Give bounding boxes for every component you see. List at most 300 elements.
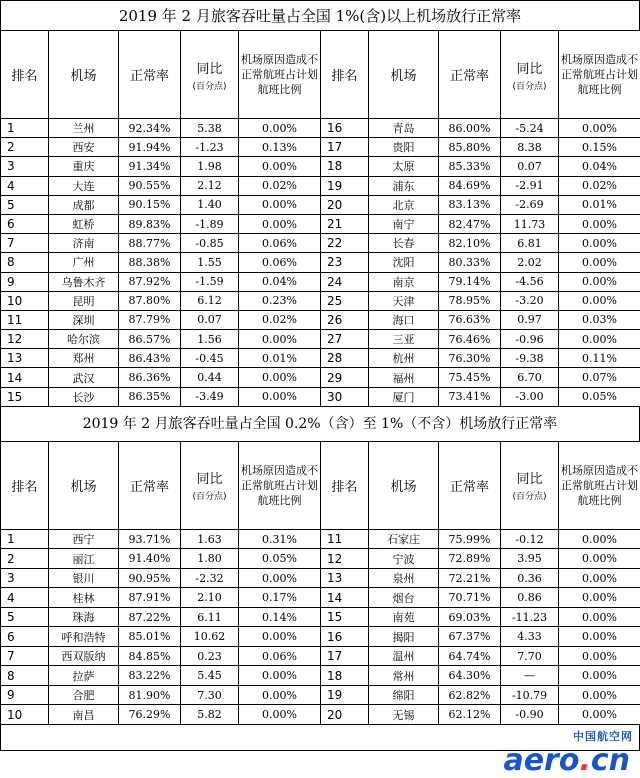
rate-header: 正常率: [439, 441, 501, 529]
left-rate-cell: 91.94%: [119, 138, 181, 157]
right-ratio-cell: 0.11%: [559, 349, 640, 368]
table-row: [1, 310, 640, 329]
left-rate-cell: 93.71%: [119, 529, 181, 549]
left-yoy-cell: 6.11: [181, 607, 239, 627]
right-rank-cell: 23: [321, 253, 369, 272]
left-rank-cell: 3: [1, 568, 49, 588]
yoy-label: 同比: [516, 62, 542, 77]
left-rate-cell: 81.90%: [119, 685, 181, 705]
right-ratio-cell: 0.01%: [559, 195, 640, 214]
right-airport-cell: 青岛: [369, 119, 439, 138]
left-rate-cell: 86.57%: [119, 330, 181, 349]
right-ratio-cell: 0.00%: [559, 607, 640, 627]
right-yoy-cell: -4.56: [501, 272, 559, 291]
table2-body: [1, 529, 640, 724]
left-rate-cell: 89.83%: [119, 214, 181, 233]
right-yoy-cell: 4.33: [501, 627, 559, 647]
right-rate-cell: 84.69%: [439, 176, 501, 195]
right-rate-cell: 62.12%: [439, 705, 501, 725]
left-rank-cell: 10: [1, 705, 49, 725]
left-rate-cell: 86.35%: [119, 387, 181, 406]
right-rank-cell: 16: [321, 119, 369, 138]
table-row: [1, 138, 640, 157]
right-yoy-cell: 7.70: [501, 646, 559, 666]
right-airport-cell: 烟台: [369, 588, 439, 608]
left-rank-cell: 5: [1, 195, 49, 214]
right-yoy-cell: -0.12: [501, 529, 559, 549]
aero-cn-logo: [503, 747, 630, 775]
right-yoy-cell: -3.00: [501, 387, 559, 406]
left-ratio-cell: 0.17%: [239, 588, 321, 608]
right-rank-cell: 29: [321, 368, 369, 387]
right-yoy-cell: 2.02: [501, 253, 559, 272]
right-ratio-cell: 0.00%: [559, 685, 640, 705]
table1-header-row: [1, 31, 640, 119]
right-yoy-cell: 0.07: [501, 157, 559, 176]
left-yoy-cell: -1.23: [181, 138, 239, 157]
left-rank-cell: 8: [1, 666, 49, 686]
table-row: [1, 646, 640, 666]
table-row: [1, 705, 640, 725]
right-rate-cell: 76.30%: [439, 349, 501, 368]
rate-header: 正常率: [439, 31, 501, 119]
right-ratio-cell: 0.00%: [559, 549, 640, 569]
left-yoy-cell: 1.98: [181, 157, 239, 176]
right-rate-cell: 69.03%: [439, 607, 501, 627]
table-row: [1, 195, 640, 214]
left-rank-cell: 1: [1, 529, 49, 549]
right-rate-cell: 70.71%: [439, 588, 501, 608]
left-rate-cell: 88.77%: [119, 234, 181, 253]
airport-header: 机场: [369, 31, 439, 119]
table-row: [1, 685, 640, 705]
left-rank-cell: 5: [1, 607, 49, 627]
left-ratio-cell: 0.00%: [239, 119, 321, 138]
watermark-cn-text: 中国航空网: [573, 728, 633, 744]
right-ratio-cell: 0.00%: [559, 234, 640, 253]
rate-header: 正常率: [119, 441, 181, 529]
rank-header: 排名: [1, 441, 49, 529]
right-ratio-cell: 0.00%: [559, 627, 640, 647]
left-rank-cell: 8: [1, 253, 49, 272]
left-airport-cell: 南昌: [49, 705, 119, 725]
left-airport-cell: 桂林: [49, 588, 119, 608]
airport-header: 机场: [49, 441, 119, 529]
left-ratio-cell: 0.02%: [239, 176, 321, 195]
right-yoy-cell: —: [501, 666, 559, 686]
left-yoy-cell: 0.23: [181, 646, 239, 666]
left-airport-cell: 哈尔滨: [49, 330, 119, 349]
left-ratio-cell: 0.01%: [239, 349, 321, 368]
right-rank-cell: 18: [321, 666, 369, 686]
right-airport-cell: 南宁: [369, 214, 439, 233]
right-airport-cell: 北京: [369, 195, 439, 214]
watermark-en-text: [503, 747, 630, 775]
left-airport-cell: 广州: [49, 253, 119, 272]
table1-title: 2019 年 2 月旅客吞吐量占全国 1%(含)以上机场放行正常率: [0, 0, 640, 30]
left-yoy-cell: 1.80: [181, 549, 239, 569]
left-airport-cell: 长沙: [49, 387, 119, 406]
right-yoy-cell: 6.81: [501, 234, 559, 253]
airport-header: 机场: [49, 31, 119, 119]
right-airport-cell: 太原: [369, 157, 439, 176]
left-yoy-cell: -1.89: [181, 214, 239, 233]
table-row: [1, 627, 640, 647]
table-row: [1, 234, 640, 253]
right-rank-cell: 14: [321, 588, 369, 608]
table-row: [1, 253, 640, 272]
left-airport-cell: 西安: [49, 138, 119, 157]
right-rank-cell: 28: [321, 349, 369, 368]
right-airport-cell: 宁波: [369, 549, 439, 569]
table-row: [1, 330, 640, 349]
right-yoy-cell: 0.86: [501, 588, 559, 608]
right-rate-cell: 78.95%: [439, 291, 501, 310]
left-rank-cell: 7: [1, 646, 49, 666]
left-airport-cell: 乌鲁木齐: [49, 272, 119, 291]
table-footer-blank: [0, 725, 640, 751]
table-row: [1, 607, 640, 627]
right-yoy-cell: -2.91: [501, 176, 559, 195]
left-yoy-cell: -1.59: [181, 272, 239, 291]
left-airport-cell: 合肥: [49, 685, 119, 705]
left-ratio-cell: 0.06%: [239, 234, 321, 253]
left-airport-cell: 拉萨: [49, 666, 119, 686]
right-rank-cell: 24: [321, 272, 369, 291]
right-airport-cell: 杭州: [369, 349, 439, 368]
right-ratio-cell: 0.00%: [559, 705, 640, 725]
left-airport-cell: 兰州: [49, 119, 119, 138]
right-rank-cell: 19: [321, 176, 369, 195]
right-yoy-cell: -9.38: [501, 349, 559, 368]
right-rate-cell: 76.63%: [439, 310, 501, 329]
left-airport-cell: 重庆: [49, 157, 119, 176]
right-ratio-cell: 0.00%: [559, 253, 640, 272]
right-yoy-cell: 6.70: [501, 368, 559, 387]
right-airport-cell: 石家庄: [369, 529, 439, 549]
right-airport-cell: 南苑: [369, 607, 439, 627]
left-rate-cell: 91.40%: [119, 549, 181, 569]
table1: [0, 30, 640, 407]
right-rate-cell: 73.41%: [439, 387, 501, 406]
left-yoy-cell: -2.32: [181, 568, 239, 588]
yoy-header: [181, 441, 239, 529]
left-ratio-cell: 0.04%: [239, 272, 321, 291]
left-airport-cell: 珠海: [49, 607, 119, 627]
left-rate-cell: 92.34%: [119, 119, 181, 138]
table-row: [1, 666, 640, 686]
right-airport-cell: 泉州: [369, 568, 439, 588]
left-yoy-cell: 10.62: [181, 627, 239, 647]
left-airport-cell: 呼和浩特: [49, 627, 119, 647]
ratio-header: 机场原因造成不正常航班占计划航班比例: [559, 31, 640, 119]
left-airport-cell: 深圳: [49, 310, 119, 329]
right-airport-cell: 南京: [369, 272, 439, 291]
right-yoy-cell: 0.97: [501, 310, 559, 329]
table2-title: 2019 年 2 月旅客吞吐量占全国 0.2%（含）至 1%（不含）机场放行正常率: [0, 407, 640, 441]
right-rank-cell: 21: [321, 214, 369, 233]
left-yoy-cell: 6.12: [181, 291, 239, 310]
rank-header: 排名: [321, 441, 369, 529]
table-row: [1, 387, 640, 406]
right-ratio-cell: 0.00%: [559, 330, 640, 349]
table-row: [1, 272, 640, 291]
right-airport-cell: 温州: [369, 646, 439, 666]
right-yoy-cell: -5.24: [501, 119, 559, 138]
right-rate-cell: 64.74%: [439, 646, 501, 666]
table-row: [1, 568, 640, 588]
right-rate-cell: 72.89%: [439, 549, 501, 569]
left-rate-cell: 84.85%: [119, 646, 181, 666]
left-ratio-cell: 0.05%: [239, 549, 321, 569]
left-airport-cell: 虹桥: [49, 214, 119, 233]
right-yoy-cell: -0.96: [501, 330, 559, 349]
yoy-label: 同比: [196, 62, 222, 77]
right-yoy-cell: -2.69: [501, 195, 559, 214]
left-airport-cell: 大连: [49, 176, 119, 195]
left-yoy-cell: 7.30: [181, 685, 239, 705]
left-rate-cell: 76.29%: [119, 705, 181, 725]
left-yoy-cell: -0.45: [181, 349, 239, 368]
rank-header: 排名: [321, 31, 369, 119]
left-ratio-cell: 0.00%: [239, 568, 321, 588]
table-row: [1, 588, 640, 608]
right-rank-cell: 27: [321, 330, 369, 349]
left-rank-cell: 7: [1, 234, 49, 253]
right-rank-cell: 18: [321, 157, 369, 176]
right-rank-cell: 20: [321, 705, 369, 725]
left-yoy-cell: 2.12: [181, 176, 239, 195]
right-rate-cell: 83.13%: [439, 195, 501, 214]
right-rank-cell: 25: [321, 291, 369, 310]
watermark-en-dot: .: [579, 743, 590, 778]
ratio-header: 机场原因造成不正常航班占计划航班比例: [559, 441, 640, 529]
left-rate-cell: 87.91%: [119, 588, 181, 608]
rate-header: 正常率: [119, 31, 181, 119]
left-rate-cell: 85.01%: [119, 627, 181, 647]
right-airport-cell: 沈阳: [369, 253, 439, 272]
table-row: [1, 176, 640, 195]
table-row: [1, 291, 640, 310]
left-airport-cell: 西双版纳: [49, 646, 119, 666]
table2: [0, 441, 640, 725]
right-ratio-cell: 0.00%: [559, 119, 640, 138]
right-ratio-cell: 0.00%: [559, 646, 640, 666]
left-ratio-cell: 0.00%: [239, 330, 321, 349]
left-rate-cell: 86.36%: [119, 368, 181, 387]
right-airport-cell: 贵阳: [369, 138, 439, 157]
ratio-header: 机场原因造成不正常航班占计划航班比例: [239, 31, 321, 119]
table-row: [1, 119, 640, 138]
left-rank-cell: 9: [1, 272, 49, 291]
left-airport-cell: 丽江: [49, 549, 119, 569]
left-rank-cell: 1: [1, 119, 49, 138]
right-airport-cell: 无锡: [369, 705, 439, 725]
left-rate-cell: 90.15%: [119, 195, 181, 214]
left-yoy-cell: 5.45: [181, 666, 239, 686]
left-ratio-cell: 0.02%: [239, 310, 321, 329]
right-rank-cell: 22: [321, 234, 369, 253]
left-rank-cell: 9: [1, 685, 49, 705]
watermark-en-right: cn: [591, 743, 630, 778]
left-rank-cell: 4: [1, 588, 49, 608]
yoy-unit: (百分点): [501, 79, 558, 92]
right-rate-cell: 85.80%: [439, 138, 501, 157]
right-yoy-cell: -11.23: [501, 607, 559, 627]
yoy-label: 同比: [516, 472, 542, 487]
right-ratio-cell: 0.00%: [559, 568, 640, 588]
left-ratio-cell: 0.00%: [239, 666, 321, 686]
left-airport-cell: 银川: [49, 568, 119, 588]
right-rank-cell: 12: [321, 549, 369, 569]
left-yoy-cell: -0.85: [181, 234, 239, 253]
right-rate-cell: 76.46%: [439, 330, 501, 349]
aero-cn-watermark-logo: [573, 728, 633, 744]
right-airport-cell: 绵阳: [369, 685, 439, 705]
table-row: [1, 529, 640, 549]
right-rate-cell: 82.10%: [439, 234, 501, 253]
left-rate-cell: 87.92%: [119, 272, 181, 291]
right-airport-cell: 厦门: [369, 387, 439, 406]
left-ratio-cell: 0.06%: [239, 646, 321, 666]
right-rank-cell: 15: [321, 607, 369, 627]
left-rate-cell: 87.80%: [119, 291, 181, 310]
right-ratio-cell: 0.15%: [559, 138, 640, 157]
right-ratio-cell: 0.00%: [559, 529, 640, 549]
left-airport-cell: 郑州: [49, 349, 119, 368]
left-airport-cell: 济南: [49, 234, 119, 253]
left-ratio-cell: 0.00%: [239, 368, 321, 387]
yoy-header: [501, 31, 559, 119]
yoy-label: 同比: [196, 472, 222, 487]
right-rate-cell: 80.33%: [439, 253, 501, 272]
left-ratio-cell: 0.00%: [239, 387, 321, 406]
right-airport-cell: 常州: [369, 666, 439, 686]
left-yoy-cell: 2.10: [181, 588, 239, 608]
left-ratio-cell: 0.14%: [239, 607, 321, 627]
right-airport-cell: 三亚: [369, 330, 439, 349]
left-rank-cell: 6: [1, 627, 49, 647]
left-rate-cell: 90.55%: [119, 176, 181, 195]
right-rank-cell: 13: [321, 568, 369, 588]
right-ratio-cell: 0.00%: [559, 291, 640, 310]
left-rank-cell: 3: [1, 157, 49, 176]
right-ratio-cell: 0.05%: [559, 387, 640, 406]
left-ratio-cell: 0.06%: [239, 253, 321, 272]
left-rank-cell: 12: [1, 330, 49, 349]
left-rank-cell: 13: [1, 349, 49, 368]
right-rate-cell: 67.37%: [439, 627, 501, 647]
right-ratio-cell: 0.02%: [559, 176, 640, 195]
left-rate-cell: 83.22%: [119, 666, 181, 686]
left-ratio-cell: 0.00%: [239, 627, 321, 647]
right-rate-cell: 85.33%: [439, 157, 501, 176]
right-airport-cell: 天津: [369, 291, 439, 310]
left-yoy-cell: 1.55: [181, 253, 239, 272]
left-ratio-cell: 0.00%: [239, 685, 321, 705]
right-rank-cell: 16: [321, 627, 369, 647]
left-yoy-cell: 5.38: [181, 119, 239, 138]
right-airport-cell: 揭阳: [369, 627, 439, 647]
ratio-header: 机场原因造成不正常航班占计划航班比例: [239, 441, 321, 529]
right-rank-cell: 19: [321, 685, 369, 705]
right-rank-cell: 11: [321, 529, 369, 549]
left-rate-cell: 91.34%: [119, 157, 181, 176]
right-ratio-cell: 0.00%: [559, 666, 640, 686]
left-rank-cell: 15: [1, 387, 49, 406]
left-airport-cell: 昆明: [49, 291, 119, 310]
left-rank-cell: 2: [1, 549, 49, 569]
right-ratio-cell: 0.03%: [559, 310, 640, 329]
right-rate-cell: 75.45%: [439, 368, 501, 387]
table-row: [1, 349, 640, 368]
left-rank-cell: 14: [1, 368, 49, 387]
left-rank-cell: 4: [1, 176, 49, 195]
left-yoy-cell: 1.56: [181, 330, 239, 349]
right-ratio-cell: 0.00%: [559, 214, 640, 233]
right-ratio-cell: 0.07%: [559, 368, 640, 387]
table-row: [1, 368, 640, 387]
table1-body: [1, 119, 640, 407]
right-airport-cell: 海口: [369, 310, 439, 329]
left-ratio-cell: 0.13%: [239, 138, 321, 157]
yoy-header: [501, 441, 559, 529]
right-ratio-cell: 0.00%: [559, 272, 640, 291]
left-rate-cell: 88.38%: [119, 253, 181, 272]
left-yoy-cell: 0.07: [181, 310, 239, 329]
left-rate-cell: 90.95%: [119, 568, 181, 588]
left-ratio-cell: 0.00%: [239, 157, 321, 176]
right-rate-cell: 82.47%: [439, 214, 501, 233]
left-ratio-cell: 0.00%: [239, 195, 321, 214]
yoy-unit: (百分点): [501, 489, 558, 502]
left-airport-cell: 武汉: [49, 368, 119, 387]
right-yoy-cell: 3.95: [501, 549, 559, 569]
left-ratio-cell: 0.00%: [239, 214, 321, 233]
left-rank-cell: 6: [1, 214, 49, 233]
left-rate-cell: 86.43%: [119, 349, 181, 368]
left-ratio-cell: 0.00%: [239, 705, 321, 725]
left-airport-cell: 西宁: [49, 529, 119, 549]
right-ratio-cell: 0.04%: [559, 157, 640, 176]
watermark-en-left: aero: [503, 743, 579, 778]
right-rank-cell: 17: [321, 138, 369, 157]
table-row: [1, 549, 640, 569]
right-rate-cell: 72.21%: [439, 568, 501, 588]
right-rank-cell: 17: [321, 646, 369, 666]
left-yoy-cell: 0.44: [181, 368, 239, 387]
right-yoy-cell: -3.20: [501, 291, 559, 310]
left-rank-cell: 2: [1, 138, 49, 157]
yoy-unit: (百分点): [181, 79, 238, 92]
left-yoy-cell: 5.82: [181, 705, 239, 725]
right-airport-cell: 浦东: [369, 176, 439, 195]
airport-header: 机场: [369, 441, 439, 529]
left-yoy-cell: -3.49: [181, 387, 239, 406]
left-yoy-cell: 1.40: [181, 195, 239, 214]
right-rate-cell: 75.99%: [439, 529, 501, 549]
table-row: [1, 157, 640, 176]
right-rank-cell: 20: [321, 195, 369, 214]
left-rank-cell: 11: [1, 310, 49, 329]
left-rate-cell: 87.22%: [119, 607, 181, 627]
right-yoy-cell: 11.73: [501, 214, 559, 233]
right-rank-cell: 30: [321, 387, 369, 406]
right-rate-cell: 86.00%: [439, 119, 501, 138]
right-ratio-cell: 0.00%: [559, 588, 640, 608]
right-airport-cell: 长春: [369, 234, 439, 253]
left-airport-cell: 成都: [49, 195, 119, 214]
